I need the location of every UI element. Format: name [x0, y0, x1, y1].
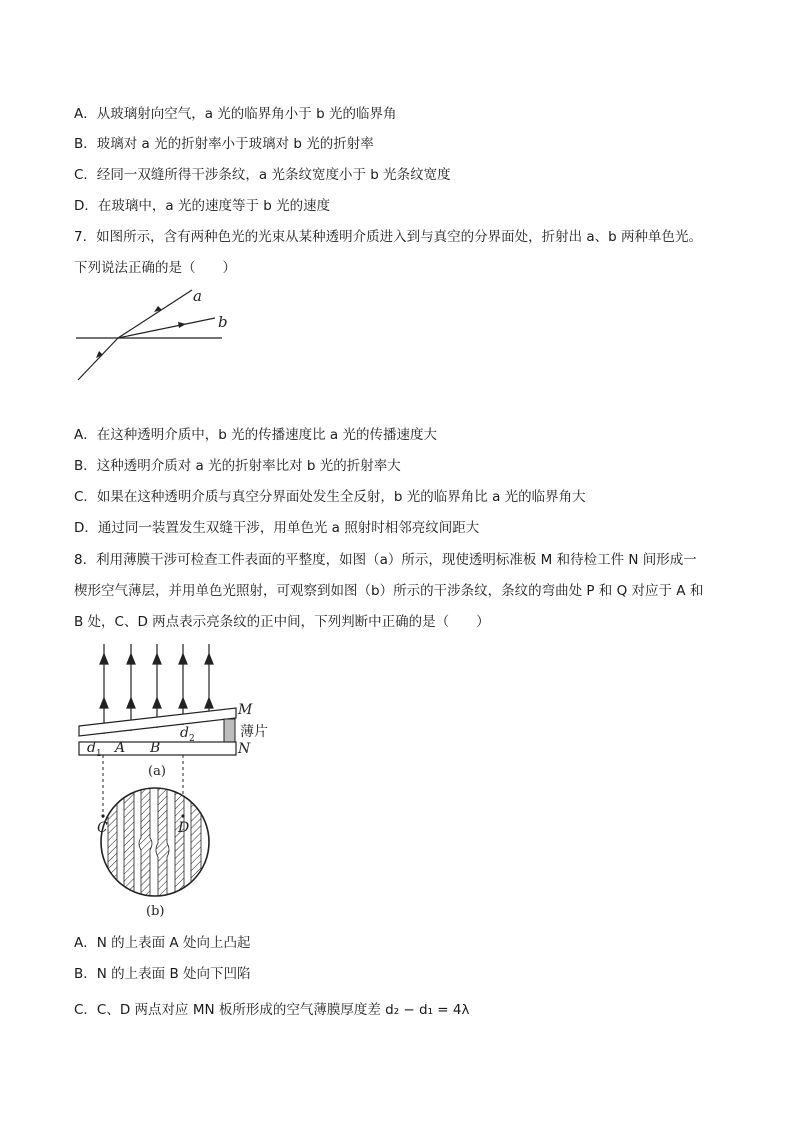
q6-option-d: D．在玻璃中，a 光的速度等于 b 光的速度	[74, 198, 331, 214]
label-c: C	[97, 820, 108, 836]
label-d1: d	[87, 740, 96, 756]
label-d1-sub: 1	[96, 749, 102, 759]
ray-a-arrow	[154, 306, 162, 312]
ray-b-label: b	[218, 313, 228, 331]
label-a: A	[115, 740, 126, 756]
q8-option-a: A．N 的上表面 A 处向上凸起	[74, 935, 251, 951]
label-b: B	[150, 740, 161, 756]
q8-stem-line1: 8．利用薄膜干涉可检查工件表面的平整度，如图（a）所示，现使透明标准板 M 和待检工件 N 间形成一	[74, 552, 697, 568]
incident-ray	[78, 338, 118, 380]
label-d2: d	[180, 725, 189, 741]
shim	[224, 719, 235, 742]
q7-option-c: C．如果在这种透明介质与真空分界面处发生全反射，b 光的临界角比 a 光的临界角大	[74, 489, 586, 505]
q7-option-a: A．在这种透明介质中，b 光的传播速度比 a 光的传播速度大	[74, 427, 437, 443]
point-c-dot	[101, 814, 104, 817]
q7-option-b: B．这种透明介质对 a 光的折射率比对 b 光的折射率大	[74, 458, 401, 474]
q8-stem-line2: 楔形空气薄层，并用单色光照射，可观察到如图（b）所示的干涉条纹，条纹的弯曲处 P 和 Q 对应于 A 和	[74, 583, 704, 599]
ray-b-arrow	[178, 322, 186, 328]
label-shim: 薄片	[240, 724, 268, 740]
label-m: M	[238, 702, 253, 718]
q7-stem-line1: 7．如图所示，含有两种色光的光束从某种透明介质进入到与真空的分界面处，折射出 a、b 两种单色光。	[74, 229, 703, 245]
fringe-pattern	[101, 778, 209, 908]
q6-option-a: A．从玻璃射向空气，a 光的临界角小于 b 光的临界角	[74, 106, 397, 122]
label-d: D	[178, 820, 190, 836]
point-d-dot	[181, 814, 184, 817]
q6-option-b: B．玻璃对 a 光的折射率小于玻璃对 b 光的折射率	[74, 136, 374, 152]
refraction-figure	[70, 282, 240, 392]
q8-option-c: C．C、D 两点对应 MN 板所形成的空气薄膜厚度差 d₂ − d₁ = 4λ	[74, 1002, 470, 1018]
thin-film-figure	[70, 638, 290, 923]
label-n: N	[238, 741, 251, 757]
q7-stem-line2: 下列说法正确的是（ ）	[74, 260, 236, 276]
caption-b: (b)	[146, 904, 165, 919]
caption-a: (a)	[148, 764, 166, 779]
ray-a-label: a	[193, 287, 202, 305]
q8-stem-line3: B 处，C、D 两点表示亮条纹的正中间，下列判断中正确的是（ ）	[74, 614, 490, 630]
label-d2-sub: 2	[189, 734, 195, 744]
q6-option-c: C．经同一双缝所得干涉条纹，a 光条纹宽度小于 b 光条纹宽度	[74, 167, 451, 183]
q8-option-b: B．N 的上表面 B 处向下凹陷	[74, 966, 251, 982]
q7-option-d: D．通过同一装置发生双缝干涉，用单色光 a 照射时相邻亮纹间距大	[74, 520, 480, 536]
